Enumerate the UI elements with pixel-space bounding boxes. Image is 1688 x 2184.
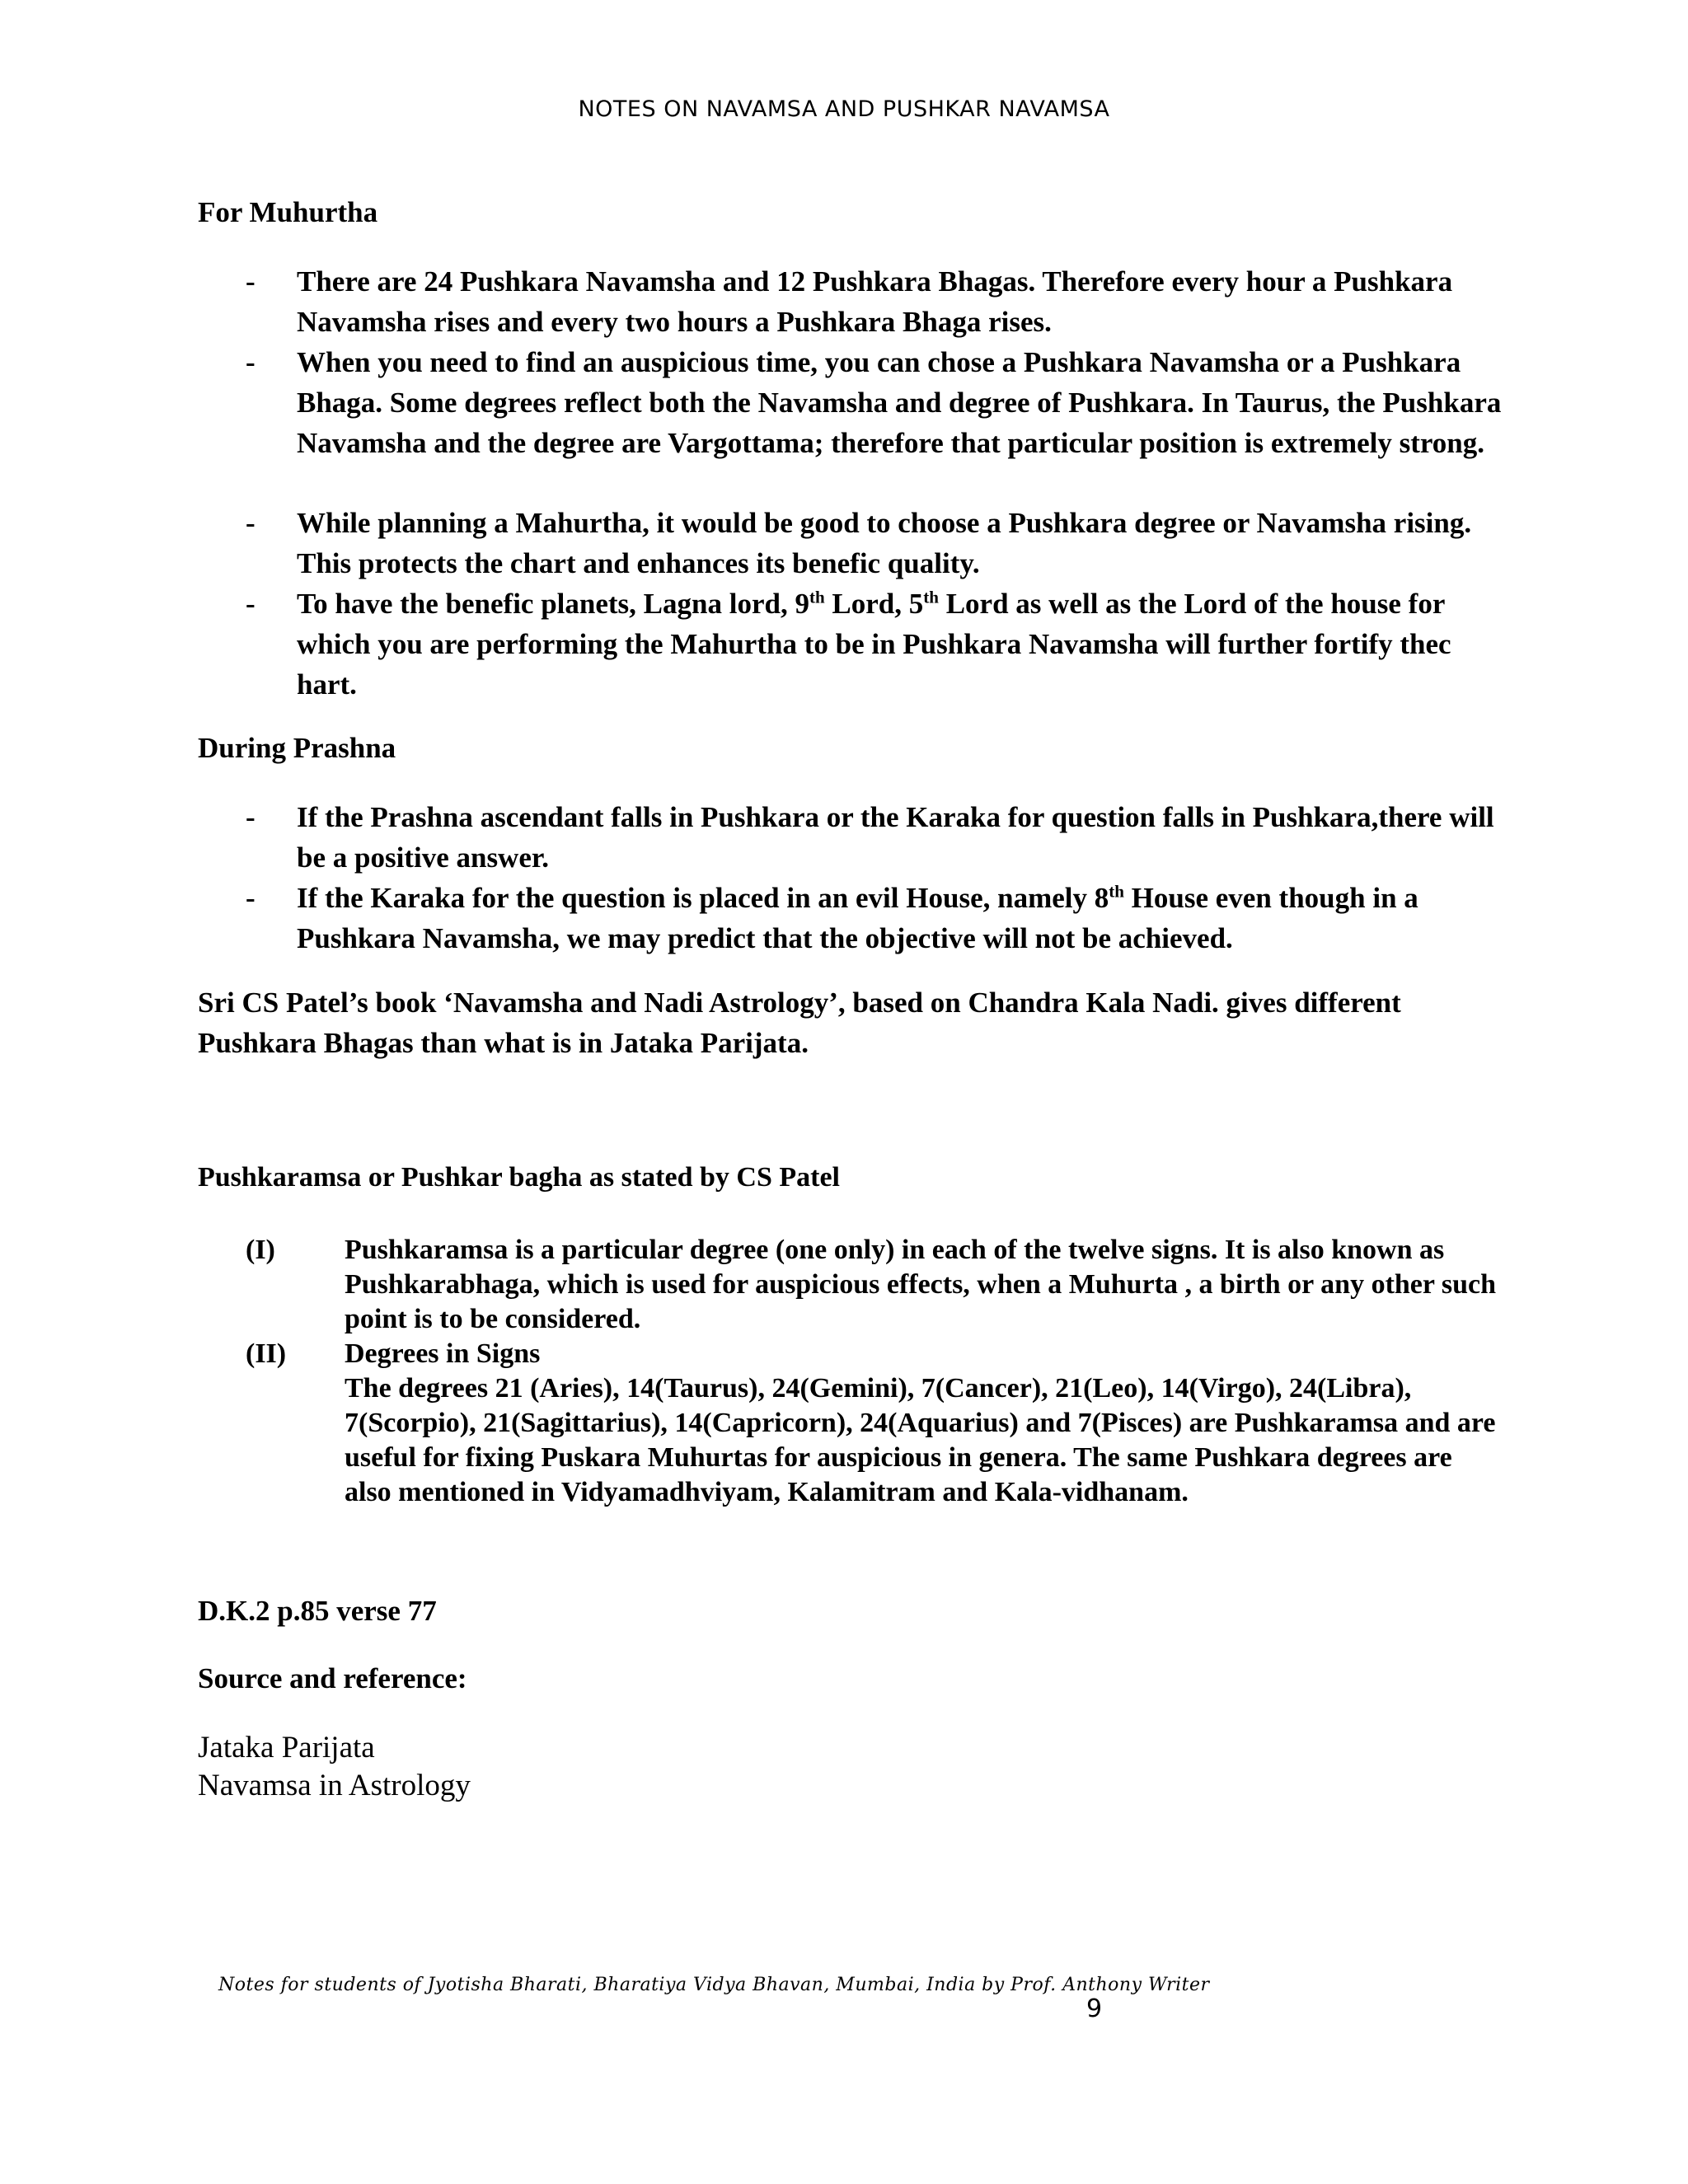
list-dash: -	[246, 588, 256, 620]
list-item	[246, 342, 1515, 463]
prashna-heading: During Prashna	[198, 732, 396, 764]
footer-note: Notes for students of Jyotisha Bharati, Bharatiya Vidya Bhavan, Mumbai, India by Prof. Anthony Writer	[218, 1975, 1210, 1995]
patel-section-heading: Pushkaramsa or Pushkar bagha as stated by CS Patel	[198, 1162, 840, 1193]
numbered-item	[246, 1337, 1498, 1510]
list-dash: -	[246, 346, 256, 378]
list-item-text: While planning a Mahurtha, it would be good to choose a Pushkara degree or Navamsha rising. This protects the chart and enhances its benefic quality.	[297, 507, 1472, 579]
source-item: Navamsa in Astrology	[198, 1769, 471, 1802]
numbered-item-subtitle: Degrees in Signs	[345, 1338, 541, 1369]
muhurtha-heading: For Muhurtha	[198, 196, 378, 228]
list-dash: -	[246, 507, 256, 539]
list-item-text: When you need to find an auspicious time, you can chose a Pushkara Navamsha or a Pushkara Bhaga. Some degrees reflect both the Navamsha and degree of Pushkara. In Taurus, the Pushkara Navamsha and the degree are Vargottama; therefore that particular position is extremely strong.	[297, 346, 1502, 459]
list-item	[246, 503, 1515, 583]
list-dash: -	[246, 265, 256, 298]
list-item-text: If the Karaka for the question is placed in an evil House, namely 8th House even though in a Pushkara Navamsha, we may predict that the objective will not be achieved.	[297, 881, 1418, 954]
page-number: 9	[1086, 1994, 1103, 2023]
source-item: Jataka Parijata	[198, 1731, 375, 1765]
item-number: (II)	[246, 1338, 287, 1369]
running-header: NOTES ON NAVAMSA AND PUSHKAR NAVAMSA	[578, 96, 1110, 122]
list-dash: -	[246, 882, 256, 914]
source-heading: Source and reference:	[198, 1662, 467, 1694]
list-item	[246, 583, 1515, 705]
list-item-text: There are 24 Pushkara Navamsha and 12 Pushkara Bhagas. Therefore every hour a Pushkara Navamsha rises and every two hours a Pushkara Bhaga rises.	[297, 265, 1453, 338]
list-item	[246, 261, 1515, 342]
numbered-item	[246, 1233, 1498, 1337]
list-item-text: To have the benefic planets, Lagna lord, 9th Lord, 5th Lord as well as the Lord of the house for which you are performing the Mahurtha to be in Pushkara Navamsha will further fortify thec hart.	[297, 587, 1451, 701]
patel-note: Sri CS Patel’s book ‘Navamsha and Nadi Astrology’, based on Chandra Kala Nadi. gives different Pushkara Bhagas than what is in Jataka Parijata.	[198, 987, 1401, 1059]
list-dash: -	[246, 801, 256, 833]
numbered-item-text: Pushkaramsa is a particular degree (one only) in each of the twelve signs. It is also known as Pushkarabhaga, which is used for auspicious effects, when a Muhurta , a birth or any other such point is to be considered.	[345, 1235, 1497, 1334]
verse-reference: D.K.2 p.85 verse 77	[198, 1595, 437, 1627]
numbered-item-text: The degrees 21 (Aries), 14(Taurus), 24(Gemini), 7(Cancer), 21(Leo), 14(Virgo), 24(Libra), 7(Scorpio), 21(Sagittarius), 14(Capricorn), 24(Aquarius) and 7(Pisces) are Pushkaramsa and are useful for fixing Puskara Muhurtas for auspicious in genera. The same Pushkara degrees are also mentioned in Vidyamadhviyam, Kalamitram and Kala-vidhanam.	[345, 1373, 1496, 1507]
list-item	[246, 797, 1515, 878]
item-number: (I)	[246, 1235, 275, 1265]
list-item-text: If the Prashna ascendant falls in Pushkara or the Karaka for question falls in Pushkara,there will be a positive answer.	[297, 801, 1494, 874]
list-item	[246, 878, 1515, 958]
